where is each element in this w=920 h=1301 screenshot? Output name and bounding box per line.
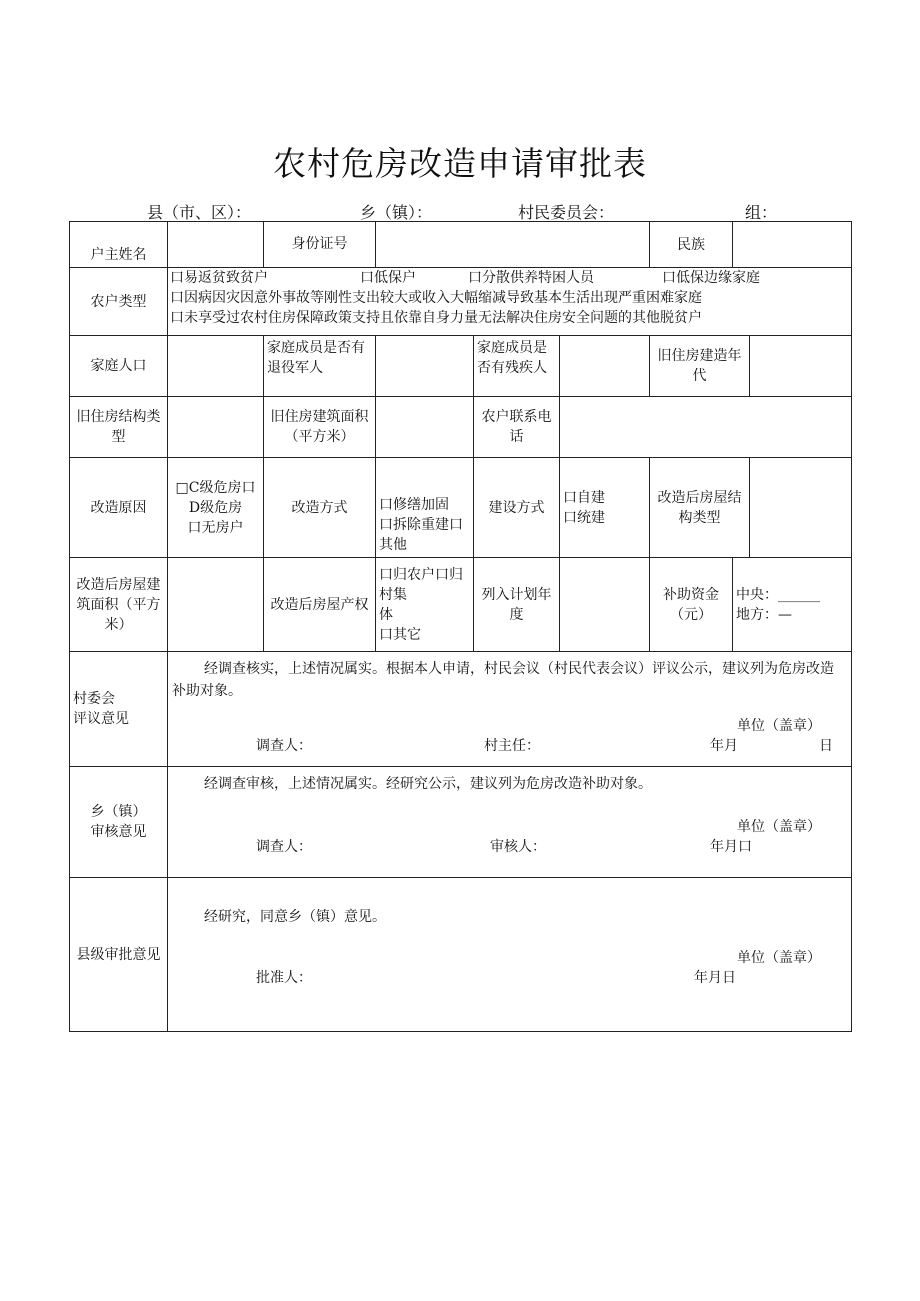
village-date-label: 年月 (710, 738, 738, 754)
page-title: 农村危房改造申请审批表 (273, 144, 647, 183)
village-committee-field-label: 村民委员会： (518, 203, 615, 222)
ethnicity-input[interactable] (733, 222, 852, 268)
method-options (376, 458, 474, 558)
method-label: 改造方式 (264, 458, 376, 558)
option-special-hardship-checkbox[interactable]: 口分散供养特困人员 (468, 270, 594, 286)
old-house-year-label: 旧住房建造年代 (650, 336, 750, 397)
option-low-income-edge-checkbox[interactable]: 口低保边缘家庭 (662, 270, 760, 286)
plan-year-input[interactable] (560, 558, 650, 652)
contact-phone-input[interactable] (560, 397, 852, 458)
reason-d-grade-checkbox[interactable]: D级危房 (188, 499, 243, 516)
contact-phone-label: 农户联系电话 (474, 397, 560, 458)
town-reviewer-label: 审核人： (490, 839, 546, 855)
town-opinion-label (70, 767, 168, 878)
disabled-input[interactable] (560, 336, 650, 397)
household-type-line1 (170, 268, 849, 288)
new-structure-input[interactable] (750, 458, 852, 558)
id-number-input[interactable] (376, 222, 650, 268)
option-low-income-checkbox[interactable]: 口低保户 (360, 270, 416, 286)
county-seal-label: 单位（盖章） (737, 950, 822, 966)
subsidy-central[interactable]: 中央：______ (736, 586, 821, 603)
reason-c-grade-checkbox[interactable]: □C级危房口 (175, 479, 256, 496)
veteran-input[interactable] (376, 336, 474, 397)
household-type-options (168, 268, 852, 336)
town-opinion-label-line1: 乡（镇） (90, 804, 147, 820)
method-other-checkbox[interactable]: 其他 (379, 537, 407, 553)
town-field-label: 乡（镇）： (360, 203, 433, 222)
ownership-options (376, 558, 474, 652)
village-opinion-cell (168, 652, 852, 767)
method-repair-checkbox[interactable]: 口修缮加固 (379, 497, 449, 513)
old-house-structure-input[interactable] (168, 397, 264, 458)
town-date-label: 年月口 (710, 839, 752, 855)
reason-no-house-checkbox[interactable]: 口无房户 (187, 519, 244, 536)
group-field-label: 组： (745, 203, 778, 222)
build-mode-label: 建设方式 (474, 458, 560, 558)
village-opinion-label (70, 652, 168, 767)
ownership-farmer-checkbox[interactable]: 口归农户口归 (379, 566, 463, 583)
disabled-label: 家庭成员是否有残疾人 (474, 336, 560, 397)
county-approver-label: 批准人： (256, 970, 312, 986)
old-house-structure-label: 旧住房结构类型 (70, 397, 168, 458)
ownership-label: 改造后房屋产权 (264, 558, 376, 652)
ownership-other-checkbox[interactable]: 口其它 (379, 626, 421, 643)
village-opinion-label-line1: 村委会 (73, 691, 115, 707)
reason-options (168, 458, 264, 558)
build-mode-options (560, 458, 650, 558)
option-easy-poverty-checkbox[interactable]: 口易返贫致贫户 (170, 270, 268, 286)
family-population-input[interactable] (168, 336, 264, 397)
county-field-label: 县（市、区）： (147, 203, 252, 222)
county-opinion-label: 县级审批意见 (70, 878, 168, 1032)
old-house-area-label: 旧住房建筑面积（平方米） (264, 397, 376, 458)
new-area-label: 改造后房屋建筑面积（平方米） (70, 558, 168, 652)
ownership-collective-text: 村集 (379, 586, 407, 603)
reason-label: 改造原因 (70, 458, 168, 558)
household-type-label: 农户类型 (70, 268, 168, 336)
plan-year-label: 列入计划年度 (474, 558, 560, 652)
option-hardship-family-checkbox[interactable]: 口因病因灾因意外事故等刚性支出较大或收入大幅缩减导致基本生活出现严重困难家庭 (170, 290, 702, 306)
county-date-label: 年月日 (694, 970, 736, 986)
village-opinion-text: 经调查核实，上述情况属实。根据本人申请，村民会议（村民代表会议）评议公示，建议列为危房改造补助对象。 (172, 661, 834, 699)
county-opinion-text: 经研究，同意乡（镇）意见。 (204, 909, 386, 925)
town-investigator-label: 调查人： (256, 839, 312, 855)
option-other-poverty-checkbox[interactable]: 口未享受过农村住房保障政策支持且依靠自身力量无法解决住房安全问题的其他脱贫户 (170, 310, 702, 326)
household-head-label: 户主姓名 (70, 222, 168, 268)
id-number-label: 身份证号 (264, 222, 376, 268)
old-house-area-input[interactable] (376, 397, 474, 458)
subsidy-values (733, 558, 852, 652)
build-unified-checkbox[interactable]: 口统建 (563, 509, 605, 526)
ownership-collective-text-2: 体 (379, 606, 393, 623)
town-opinion-cell (168, 767, 852, 878)
town-opinion-text: 经调查审核，上述情况属实。经研究公示，建议列为危房改造补助对象。 (204, 776, 652, 792)
village-opinion-label-line2: 评议意见 (73, 711, 129, 727)
village-seal-label: 单位（盖章） (737, 718, 822, 734)
application-form-table (69, 221, 852, 1032)
household-head-input[interactable] (168, 222, 264, 268)
village-director-label: 村主任： (484, 738, 540, 754)
subsidy-label: 补助资金（元） (650, 558, 733, 652)
old-house-year-input[interactable] (750, 336, 852, 397)
county-opinion-cell (168, 878, 852, 1032)
subsidy-local[interactable]: 地方：— (736, 606, 793, 623)
family-population-label: 家庭人口 (70, 336, 168, 397)
town-seal-label: 单位（盖章） (737, 819, 822, 835)
build-self-checkbox[interactable]: 口自建 (563, 489, 605, 506)
veteran-label: 家庭成员是否有退役军人 (264, 336, 376, 397)
ethnicity-label: 民族 (650, 222, 733, 268)
town-opinion-label-line2: 审核意见 (90, 824, 147, 840)
method-rebuild-checkbox[interactable]: 口拆除重建口 (379, 517, 463, 533)
new-area-input[interactable] (168, 558, 264, 652)
village-day-label: 日 (819, 738, 833, 754)
village-investigator-label: 调查人： (256, 738, 312, 754)
new-structure-label: 改造后房屋结构类型 (650, 458, 750, 558)
